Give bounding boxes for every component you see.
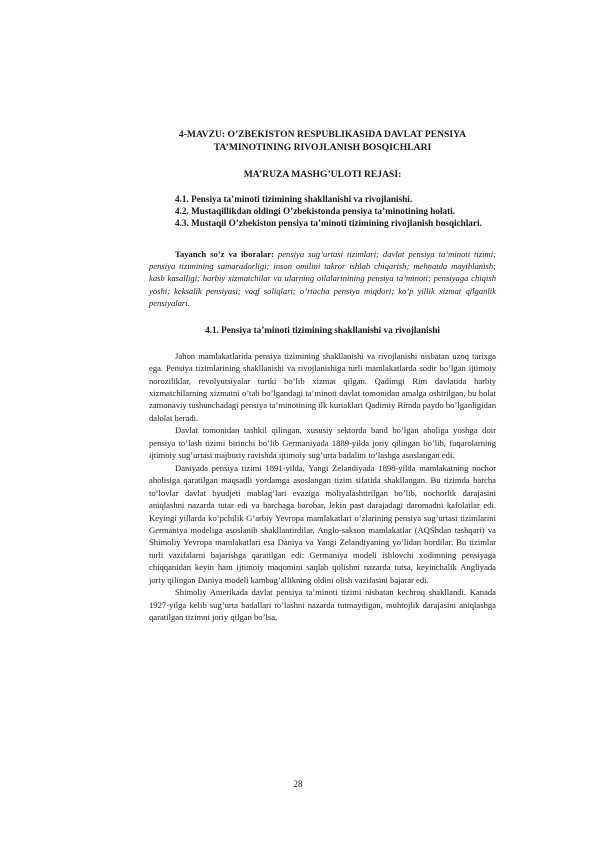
keywords-label: Tayanch so’z va iboralar: [175, 248, 274, 259]
paragraph: Daniyada pensiya tizimi 1891-yilda, Yangi Zelandiyada 1898-yilda mamlakatning nochor aholisiga qaratilgan maqsadli yordamga asoslangan tizim sifatida shakllangan. Bu tizimda barcha to’lovlar davlat byudjeti mablag’lari evaziga moliyalashtirilgan bo’lib, nochorlik darajasini aniqlashni nazarda tutar edi va barchaga barobar, lekin past darajadagi daromadni kafolatlar edi. Keyingi yillarda ko’pchilik G’arbiy Yevropa mamlakatlari o’zlarining pensiya sug’urtasi tizimlarini Germaniya modeliga asoslanib shakllantirdilar, Anglo-sakson mamlakatlar (AQShdan tashqari) va Shimoliy Yevropa mamlakatlari esa Daniya va Yangi Zelandiyaning yo’lidan bordilar. Bu tizimlar turli vazifalarni bajarishga qaratilgan edi: Germaniya modeli ishlovchi xodimning pensiyaga chiqqanidan keyin ham ijtimoiy maqomini saqlab qolishni nazarda tutsa, keyinchalik Angliyada joriy qilingan Daniya modeli kambag’allikning oldini olish vazifasini bajarar edi. [149, 462, 496, 585]
plan-heading: MA’RUZA MASHG’ULOTI REJASI: [243, 169, 402, 180]
keywords-text: pensiya sug’urtasi tizimlari; davlat pensiya ta’minoti tizimi; pensiya tizimining samaradorligi; inson omilini takror ishlab chiqarish; mehnatda mayiblanish; kasb kasalligi; harbiy xizmatchilar va ularning oilalarinining pensiya ta’minoti; pensiyaga chiqish yoshi; keksalik pensiyasi; vaqf soliqlari; o’rtacha pensiya miqdori; ko’p yillik xizmat qilganlik pensiyalari. [149, 248, 497, 309]
plan-item: 4.3. Mustaqil O’zbekiston pensiya ta’minoti tizimining rivojlanish bosqichlari. [175, 218, 482, 229]
lecture-plan-list [149, 193, 496, 230]
section-heading: 4.1. Pensiya ta’minoti tizimining shakllanishi va rivojlanishi [205, 324, 440, 335]
paragraph: Davlat tomonidan tashkil qilingan, xususiy sektorda band bo’lgan aholiga yoshga doir pensiya to’lash tizimi birinchi bo’lib Germaniyada 1889-yilda joriy qilingan bo’lib, fuqarolarning ijtimoiy sug’urtasi majburiy ravishda ijtimoiy sug’urta badalini to’lashga asoslangan edi. [149, 425, 496, 461]
topic-title: 4-MAVZU: O’ZBEKISTON RESPUBLIKASIDA DAVLAT PENSIYA TA’MINOTINING RIVOJLANISH BOSQICHLARI [178, 129, 467, 153]
page-content [149, 128, 496, 624]
paragraph: Jahon mamlakatlarida pensiya tizimining shakllanishi va rivojlanishi nisbatan uzoq tarixga ega. Pensiya tizimlarining shakllanishi va rivojlanishiga turli mamlakatlarda sodir bo’lgan ijtimoiy noroziliklar, revolyutsiyalar turtki bo’lib xizmat qilgan. Qadimgi Rim davlatida harbiy xizmatchilarning xizmatni o’tab bo’lgandagi ta’minoti davlat tomonidan amalga oshirilgan, bu holat zamonaviy tushunchadagi pensiya ta’minotining ilk kurtaklari Qadimiy Rimda paydo bo’lganligidan dalolat beradi. [149, 350, 496, 423]
paragraph: Shimoliy Amerikada davlat pensiya ta’minoti tizimi nisbatan kechroq shakllandi. Kanada 1927-yilga kelib sug’urta badallari to’lashni nazarda tutmaydigan, muhtojlik darajasini aniqlashga qaratilgan tizimni joriy qilgan bo’lsa, [149, 587, 496, 623]
plan-item: 4.1. Pensiya ta’minoti tizimining shakllanishi va rivojlanishi. [175, 194, 413, 204]
keywords-block [149, 248, 496, 310]
plan-item: 4.2. Mustaqillikdan oldingi O’zbekistonda pensiya ta’minotining holati. [175, 206, 456, 217]
body-text [149, 350, 496, 624]
page-number: 28 [293, 779, 303, 789]
